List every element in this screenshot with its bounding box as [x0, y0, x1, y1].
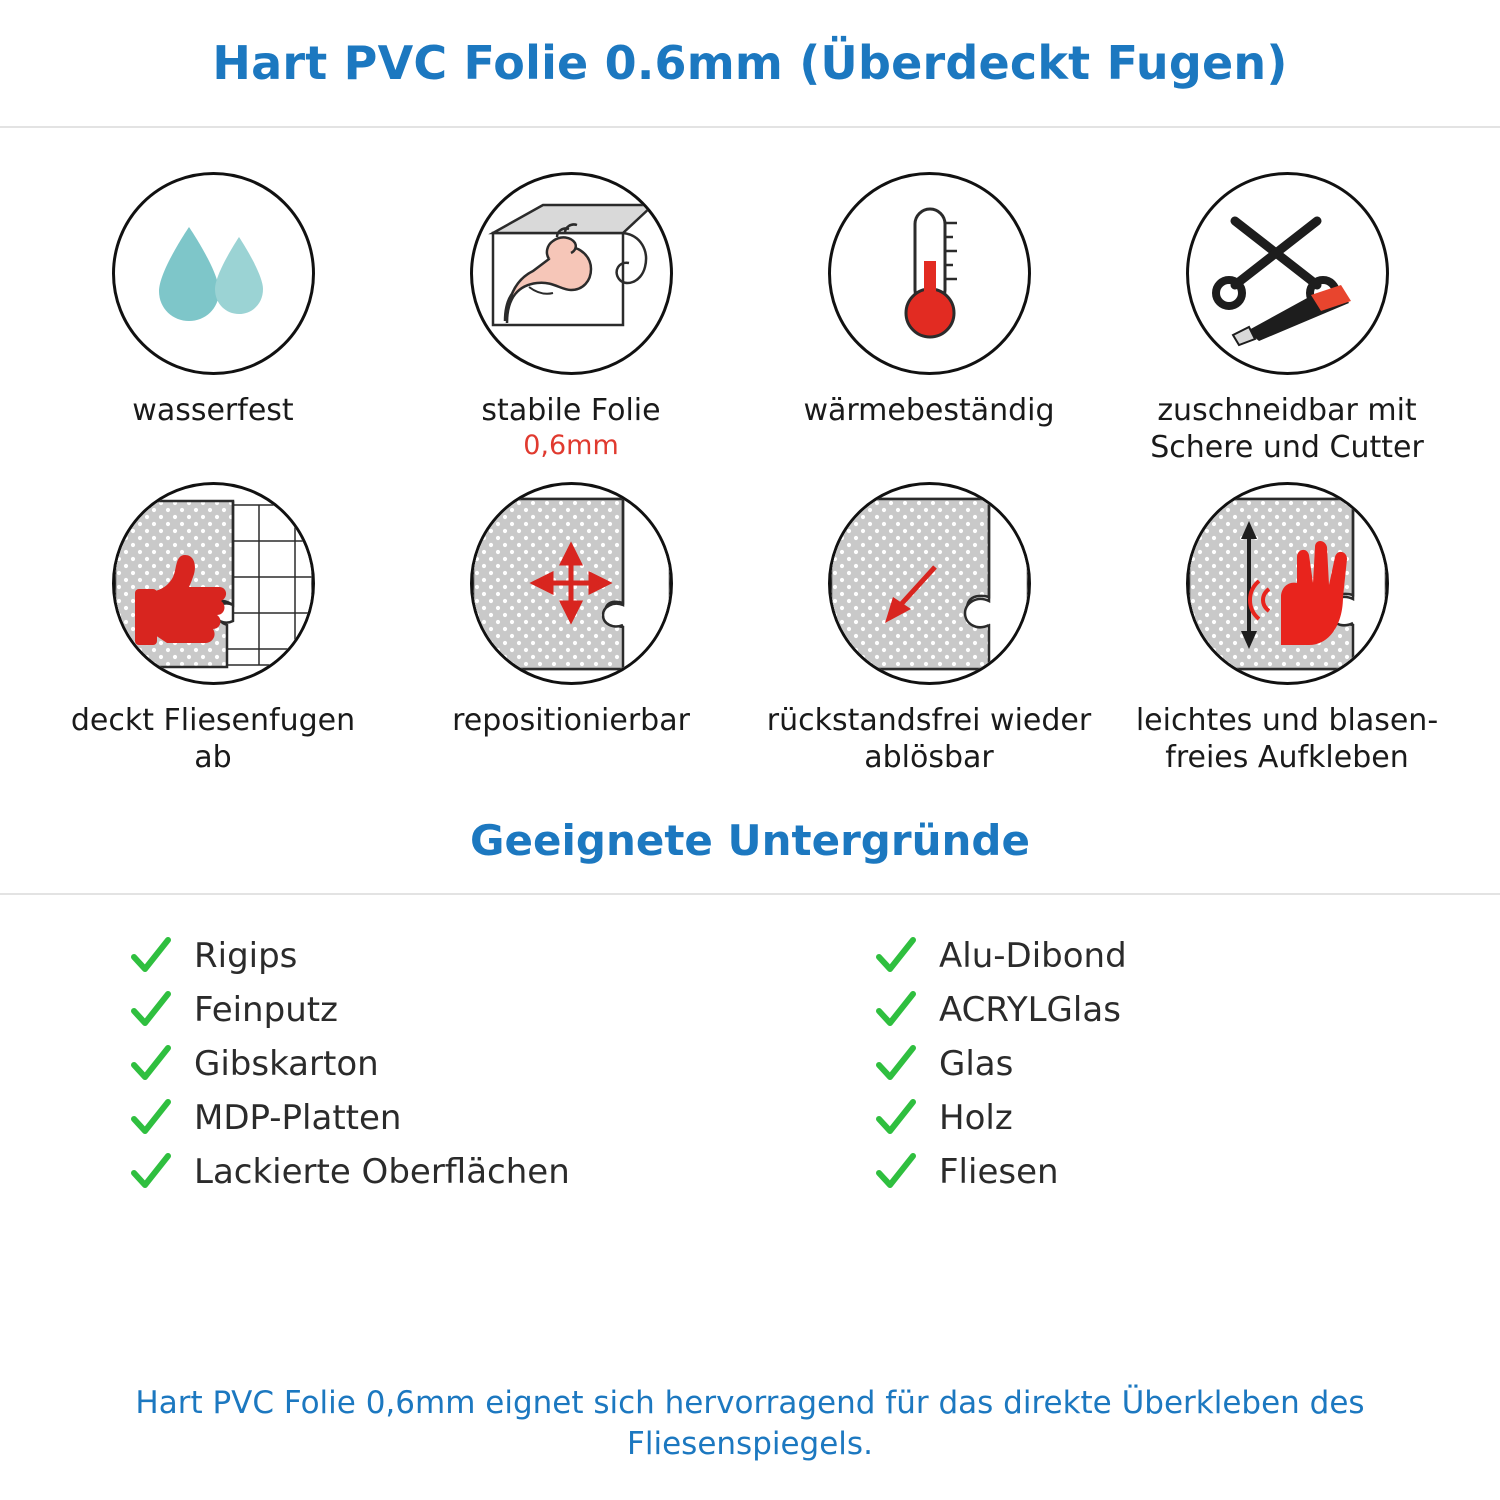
list-item-label: MDP-Platten [194, 1098, 402, 1139]
substrates-heading: Geeignete Untergründe [0, 816, 1500, 895]
list-item-label: Fliesen [939, 1152, 1059, 1193]
check-icon [875, 1097, 917, 1139]
reposition-arrows-icon [470, 482, 673, 685]
check-icon [130, 989, 172, 1031]
water-drops-icon [112, 172, 315, 375]
substrate-list-left [0, 935, 755, 1205]
list-item-label: Glas [939, 1044, 1014, 1085]
substrate-list-right [755, 935, 1500, 1205]
peel-off-arrow-icon [828, 482, 1031, 685]
hand-smoothing-icon [1186, 482, 1389, 685]
feature-label: leichtes und blasen-freies Aufkleben [1135, 703, 1439, 775]
thumbs-up-tiles-icon [112, 482, 315, 685]
feature-label: stabile Folie [481, 393, 661, 428]
list-item-label: Gibskarton [194, 1044, 379, 1085]
feature-waermebestaendig [750, 172, 1108, 466]
feature-blasenfreies-aufkleben [1108, 482, 1466, 776]
check-icon [130, 935, 172, 977]
list-item [875, 989, 1500, 1031]
feature-rueckstandsfrei [750, 482, 1108, 776]
feature-deckt-fliesenfugen [34, 482, 392, 776]
list-item [130, 935, 755, 977]
list-item [130, 1043, 755, 1085]
list-item [130, 1097, 755, 1139]
feature-label: deckt Fliesenfugen ab [70, 703, 356, 775]
check-icon [875, 1151, 917, 1193]
list-item-label: ACRYLGlas [939, 990, 1121, 1031]
check-icon [130, 1043, 172, 1085]
feature-grid [0, 128, 1500, 776]
list-item-label: Lackierte Oberflächen [194, 1152, 570, 1193]
feature-sublabel: 0,6mm [523, 429, 619, 461]
list-item-label: Feinputz [194, 990, 338, 1031]
check-icon [875, 989, 917, 1031]
list-item [875, 935, 1500, 977]
feature-label: zuschneidbar mit Schere und Cutter [1150, 393, 1424, 465]
thermometer-icon [828, 172, 1031, 375]
feature-label: wasserfest [132, 393, 294, 428]
list-item [130, 1151, 755, 1193]
list-item-label: Rigips [194, 936, 298, 977]
list-item [875, 1097, 1500, 1139]
feature-zuschneidbar [1108, 172, 1466, 466]
flexed-arm-foil-icon [470, 172, 673, 375]
page-title: Hart PVC Folie 0.6mm (Überdeckt Fugen) [212, 36, 1288, 90]
list-item [875, 1043, 1500, 1085]
list-item [130, 989, 755, 1031]
substrate-lists [0, 895, 1500, 1205]
list-item-label: Holz [939, 1098, 1013, 1139]
feature-label: wärmebeständig [803, 393, 1055, 428]
check-icon [875, 1043, 917, 1085]
list-item-label: Alu-Dibond [939, 936, 1127, 977]
check-icon [875, 935, 917, 977]
check-icon [130, 1151, 172, 1193]
header [0, 0, 1500, 128]
feature-label: repositionierbar [452, 703, 690, 739]
footer-note: Hart PVC Folie 0,6mm eignet sich hervorragend für das direkte Überkleben des Fliesenspiegels. [135, 1385, 1365, 1462]
feature-wasserfest [34, 172, 392, 466]
feature-stabile-folie [392, 172, 750, 466]
check-icon [130, 1097, 172, 1139]
feature-label: rückstandsfrei wieder ablösbar [766, 703, 1092, 775]
list-item [875, 1151, 1500, 1193]
feature-repositionierbar [392, 482, 750, 776]
scissors-cutter-icon [1186, 172, 1389, 375]
